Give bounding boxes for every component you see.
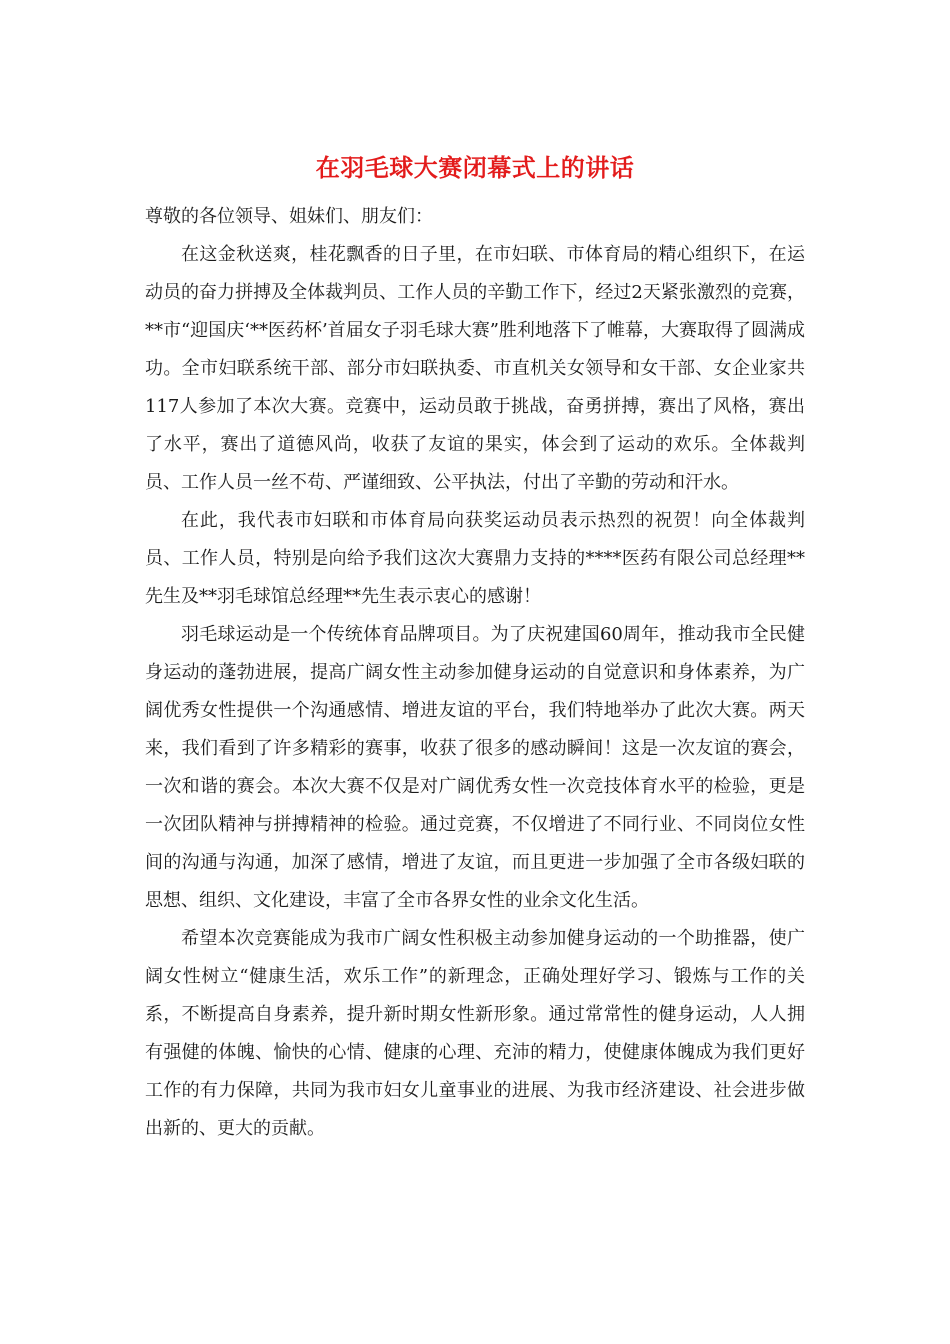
paragraph-4: 希望本次竞赛能成为我市广阔女性积极主动参加健身运动的一个助推器，使广阔女性树立“健康生活，欢乐工作”的新理念，正确处理好学习、锻炼与工作的关系，不断提高自身素养，提升新时期女性新形象。通过常常性的健身运动，人人拥有强健的体魄、愉快的心情、健康的心理、充沛的精力，使健康体魄成为我们更好工作的有力保障，共同为我市妇女儿童事业的进展、为我市经济建设、社会进步做出新的、更大的贡献。 [145, 928, 805, 1139]
paragraph-1: 在这金秋送爽，桂花飘香的日子里，在市妇联、市体育局的精心组织下，在运动员的奋力拼搏及全体裁判员、工作人员的辛勤工作下，经过2天紧张激烈的竞赛，**市“迎国庆‘**医药杯’首届女子羽毛球大赛”胜利地落下了帷幕，大赛取得了圆满成功。全市妇联系统干部、部分市妇联执委、市直机关女领导和女干部、女企业家共117人参加了本次大赛。竞赛中，运动员敢于挑战，奋勇拼搏，赛出了风格，赛出了水平，赛出了道德风尚，收获了友谊的果实，体会到了运动的欢乐。全体裁判员、工作人员一丝不苟、严谨细致、公平执法，付出了辛勤的劳动和汗水。 [145, 244, 805, 493]
paragraph-3: 羽毛球运动是一个传统体育品牌项目。为了庆祝建国60周年，推动我市全民健身运动的蓬勃进展，提高广阔女性主动参加健身运动的自觉意识和身体素养，为广阔优秀女性提供一个沟通感情、增进友谊的平台，我们特地举办了此次大赛。两天来，我们看到了许多精彩的赛事，收获了很多的感动瞬间！这是一次友谊的赛会，一次和谐的赛会。本次大赛不仅是对广阔优秀女性一次竞技体育水平的检验，更是一次团队精神与拼搏精神的检验。通过竞赛，不仅增进了不同行业、不同岗位女性间的沟通与沟通，加深了感情，增进了友谊，而且更进一步加强了全市各级妇联的思想、组织、文化建设，丰富了全市各界女性的业余文化生活。 [145, 624, 805, 911]
paragraph-2: 在此，我代表市妇联和市体育局向获奖运动员表示热烈的祝贺！向全体裁判员、工作人员，特别是向给予我们这次大赛鼎力支持的****医药有限公司总经理**先生及**羽毛球馆总经理**先生表示衷心的感谢！ [145, 510, 805, 607]
salutation: 尊敬的各位领导、姐妹们、朋友们： [145, 206, 433, 227]
document-title: 在羽毛球大赛闭幕式上的讲话 [315, 153, 635, 182]
document-body [145, 148, 805, 1148]
